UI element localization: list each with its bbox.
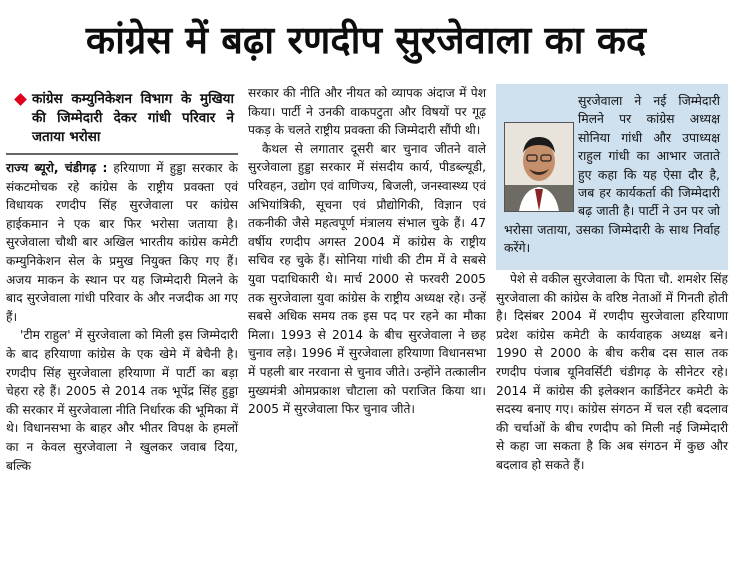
subheading — [6, 84, 238, 155]
quote-box — [496, 84, 728, 270]
diamond-bullet-icon — [14, 93, 27, 106]
article-paragraph: पेशे से वकील सुरजेवाला के पिता चौ. शमशेर सिंह सुरजेवाला की कांग्रेस के वरिष्ठ नेताओं में गिनती होती है। दिसंबर 2004 में रणदीप सुरजेवाला हरियाणा प्रदेश कांग्रेस कमेटी के कार्यवाहक अध्यक्ष बने। 1990 से 2000 के बीच करीब दस साल तक रणदीप पंजाब यूनिवर्सिटी चंडीगढ़ के सीनेटर रहे। 2014 में कांग्रेस की इलेक्शन कार्डिनेटर कमेटी के सदस्य बनाए गए। कांग्रेस संगठन में चल रही बदलाव की चर्चाओं के बीच रणदीप को मिली नई जिम्मेदारी से कहा जा सकता है कि अब संगठन में कुछ और बदलाव हो सकते हैं। — [496, 272, 728, 472]
paragraph-text: हरियाणा में हुड्डा सरकार के संकटमोचक रहे कांग्रेस के राष्ट्रीय प्रवक्ता एवं विधायक रणदीप सिंह सुरजेवाला पर कांग्रेस हाईकमान ने एक बार फिर भरोसा जताया है। सुरजेवाला चौथी बार अखिल भारतीय कांग्रेस कमेटी कम्युनिकेशन सेल के प्रमुख नियुक्त किए गए हैं। अजय माकन के स्थान पर यह जिम्मेदारी मिलने के बाद सुरजेवाला गांधी परिवार के और नजदीक आ गए हैं। — [6, 161, 238, 324]
quote-content: सुरजेवाला ने नई जिम्मेदारी मिलने पर कांग्रेस अध्यक्ष सोनिया गांधी और उपाध्यक्ष राहुल गांधी का आभार जताते हुए कहा कि यह ऐसा दौर है, जब हर कार्यकर्ता की जिम्मेदारी बढ़ जाती है। पार्टी ने उन पर जो भरोसा जताया, उसका जिम्मेदारी के साथ निर्वाह करेंगे। — [504, 93, 720, 256]
column-3 — [496, 84, 728, 475]
portrait-photo — [504, 122, 574, 212]
dateline: राज्य ब्यूरो, चंडीगढ़ : — [6, 161, 108, 175]
article-paragraph — [6, 159, 238, 326]
headline: कांग्रेस में बढ़ा रणदीप सुरजेवाला का कद — [85, 18, 647, 62]
article-paragraph: 'टीम राहुल' में सुरजेवाला को मिली इस जिम्मेदारी के बाद हरियाणा कांग्रेस के एक खेमे में बेचैनी है। रणदीप सिंह सुरजेवाला हरियाणा में पार्टी का बड़ा चेहरा रहे हैं। 2005 से 2014 तक भूपेंद्र सिंह हुड्डा की सरकार में सुरजेवाला नीति निर्धारक की भूमिका में थे। विधानसभा के बाहर और भीतर विपक्ष के हमलों का न केवल सुरजेवाला ने खुलकर जवाब दिया, बल्कि — [6, 328, 238, 473]
subheading-text: कांग्रेस कम्युनिकेशन विभाग के मुखिया की जिम्मेदारी देकर गांधी परिवार ने जताया भरोसा — [32, 91, 234, 145]
article-paragraph: कैथल से लगातार दूसरी बार चुनाव जीतने वाले सुरजेवाला हुड्डा सरकार में संसदीय कार्य, पीडब्ल्यूडी, परिवहन, उद्योग एवं वाणिज्य, बिजली, जनस्वास्थ्य एवं अभियांत्रिकी, सूचना एवं प्रौद्योगिकी, विज्ञान एवं तकनीकी जैसे महत्वपूर्ण मंत्रालय संभाल चुके हैं। 47 वर्षीय रणदीप अगस्त 2004 में कांग्रेस के राष्ट्रीय सचिव रह चुके हैं। सोनिया गांधी की टीम में वे सबसे युवा पदाधिकारी थे। मार्च 2000 से फरवरी 2005 तक सुरजेवाला युवा कांग्रेस के राष्ट्रीय अध्यक्ष रहे। उन्हें सबसे अधिक समय तक इस पद पर रहने का मौका मिला। 1993 से 2014 के बीच सुरजेवाला ने छह चुनाव लड़े। 1996 में सुरजेवाला हरियाणा विधानसभा में पहली बार नरवाना से चुनाव जीते। उन्होंने तत्कालीन मुख्यमंत्री ओमप्रकाश चौटाला को पराजित किया था। 2005 में सुरजेवाला फिर चुनाव जीते। — [248, 141, 486, 417]
column-1 — [6, 84, 238, 475]
article-paragraph: सरकार की नीति और नीयत को व्यापक अंदाज में पेश किया। पार्टी ने उनकी वाकपटुता और विषयों पर गूढ़ पकड़ के चलते राष्ट्रीय प्रवक्ता की जिम्मेदारी सौंपी थी। — [248, 86, 486, 138]
column-2 — [248, 84, 486, 419]
